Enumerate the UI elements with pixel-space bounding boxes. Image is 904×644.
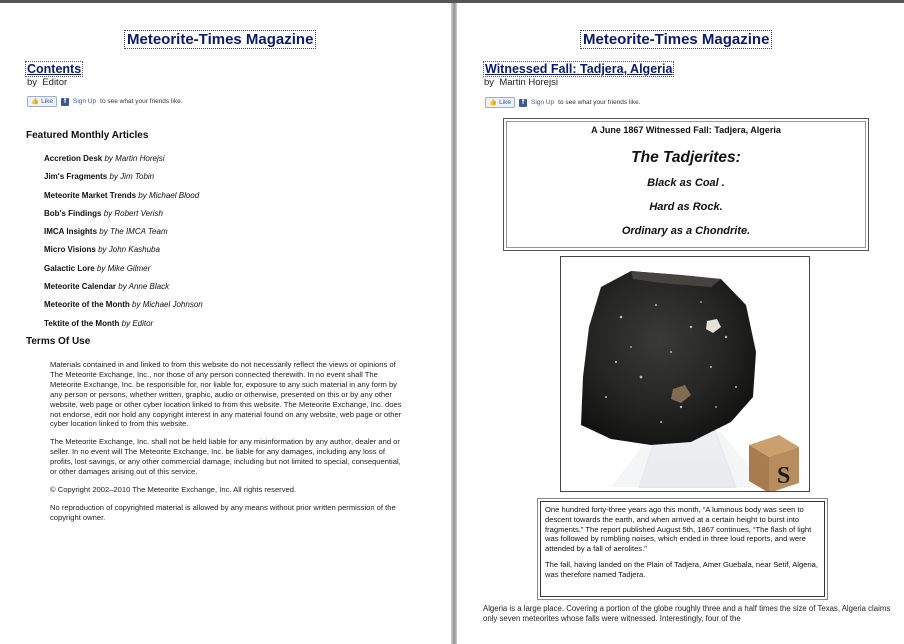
cube-letter: S [777,463,791,489]
article-author: by Mike Gilmer [96,263,151,273]
magazine-title: Meteorite-Times Magazine [580,30,772,49]
facebook-like-row [485,97,641,108]
article-name[interactable]: Micro Visions [44,245,96,255]
signup-text: to see what your friends like. [558,99,641,106]
meteorite-image [561,257,809,491]
byline-author: Editor [42,77,68,88]
thumbs-up-icon: 👍 [31,98,40,105]
left-page [0,3,451,644]
facebook-like-row [27,96,183,107]
article-name[interactable]: Meteorite Market Trends [44,190,137,200]
caption-paragraph: One hundred forty-three years ago this month, “A luminous body was seen to descent towards the earth, and when arrived at a certain height to burst into fragments.” The report published August 5th, 1867 continues, “The flash of light was followed by rumbling noises, which ended in three loud reports, and were attended by a fall of aerolites.” [545,505,812,554]
box-heading: A June 1867 Witnessed Fall: Tadjera, Algeria [591,125,781,135]
right-page [457,3,904,644]
signup-link[interactable]: Sign Up [73,98,97,105]
article-author: by Robert Verish [103,208,163,218]
terms-text [50,360,402,531]
copyright-notice: © Copyright 2002–2010 The Meteorite Exchange, Inc. All rights reserved. [50,484,297,494]
article-list-item[interactable] [44,226,434,244]
article-name[interactable]: Galactic Lore [44,263,95,273]
byline [27,77,67,88]
terms-heading: Terms Of Use [26,336,91,347]
magazine-title: Meteorite-Times Magazine [124,30,316,49]
article-list-item[interactable] [44,244,434,262]
box-line: Ordinary as a Chondrite. [621,225,751,237]
terms-paragraph: No reproduction of copyrighted material is allowed by any means without prior written permission of the copyright owner. [50,502,396,522]
body-text: Algeria is a large place. Covering a portion of the globe roughly three and a half times the size of Texas, Algeria claims only seven meteorites whose falls were witnessed. Interestingly, four of the [483,604,891,623]
article-list-item[interactable] [44,153,434,171]
article-author: by Jim Tobin [109,172,155,182]
terms-paragraph: Materials contained in and linked to from this website do not necessarily reflect the views or opinions of The Meteorite Exchange, Inc., nor those of any person connected therewith. In no event shall The Meteorite Exchange, Inc. be responsible for, nor liable for, exposure to any such material in any form by any person or persons, whether written, graphic, audio or otherwise, presented on this or by any other website, web page or other cyber location linked to from this website. The Meteorite Exchange, Inc. does not endorse, edit nor hold any copyright interest in any material found on any website, web page or other cyber location linked to from this website. [50,360,402,429]
article-list-item[interactable] [44,263,434,281]
article-name[interactable]: Tektite of the Month [44,318,120,328]
like-label: Like [41,98,54,105]
box-line: Hard as Rock. [649,201,723,213]
article-author: by Michael Blood [138,190,200,200]
featured-heading: Featured Monthly Articles [26,130,149,141]
article-list-item[interactable] [44,318,434,336]
byline-author: Martin Horejsi [499,77,558,88]
box-line: Black as Coal . [647,177,725,189]
article-name[interactable]: IMCA Insights [44,227,98,237]
article-name[interactable]: Bob's Findings [44,208,102,218]
caption-box [540,501,825,597]
headline-box [503,118,869,251]
byline-prefix: by [27,77,38,88]
featured-article-list [44,153,434,336]
article-name[interactable]: Jim's Fragments [44,172,108,182]
article-list-item[interactable] [44,190,434,208]
byline-prefix: by [484,77,495,88]
facebook-icon: f [61,98,69,106]
article-title-link[interactable]: Contents [27,62,82,76]
box-title: The Tadjerites: [631,149,741,166]
article-author: by Martin Horejsi [104,154,165,163]
like-button[interactable] [27,96,57,107]
article-author: by Michael Johnson [132,300,203,310]
terms-paragraph: The Meteorite Exchange, Inc. shall not be held liable for any misinformation by any author, dealer and or seller. In no event will The Meteorite Exchange, Inc. be liable for any damages, including any loss of profits, lost savings, or any other commercial damage, including but not limited to special, consequential, or other damages arising out of this service. [50,437,401,477]
facebook-icon: f [519,99,527,107]
article-list-item[interactable] [44,299,434,317]
article-author: by The IMCA Team [99,227,168,237]
article-name[interactable]: Accretion Desk [44,154,103,163]
article-author: by John Kashuba [98,245,160,255]
article-list-item[interactable] [44,171,434,189]
article-title-link[interactable]: Witnessed Fall: Tadjera, Algeria [485,62,673,76]
article-name[interactable]: Meteorite of the Month [44,300,130,310]
byline [484,77,558,88]
article-name[interactable]: Meteorite Calendar [44,282,117,292]
like-button[interactable] [485,97,515,108]
article-author: by Editor [121,318,154,328]
like-label: Like [499,99,512,106]
meteorite-photo [560,256,810,492]
article-list-item[interactable] [44,281,434,299]
thumbs-up-icon: 👍 [489,99,498,106]
signup-text: to see what your friends like. [100,98,183,105]
article-author: by Anne Black [118,282,170,292]
signup-link[interactable]: Sign Up [531,99,555,106]
caption-paragraph: The fall, having landed on the Plain of Tadjera, Amer Guebala, near Setif, Algeria, was therefore named Tadjera. [545,559,818,579]
article-list-item[interactable] [44,208,434,226]
